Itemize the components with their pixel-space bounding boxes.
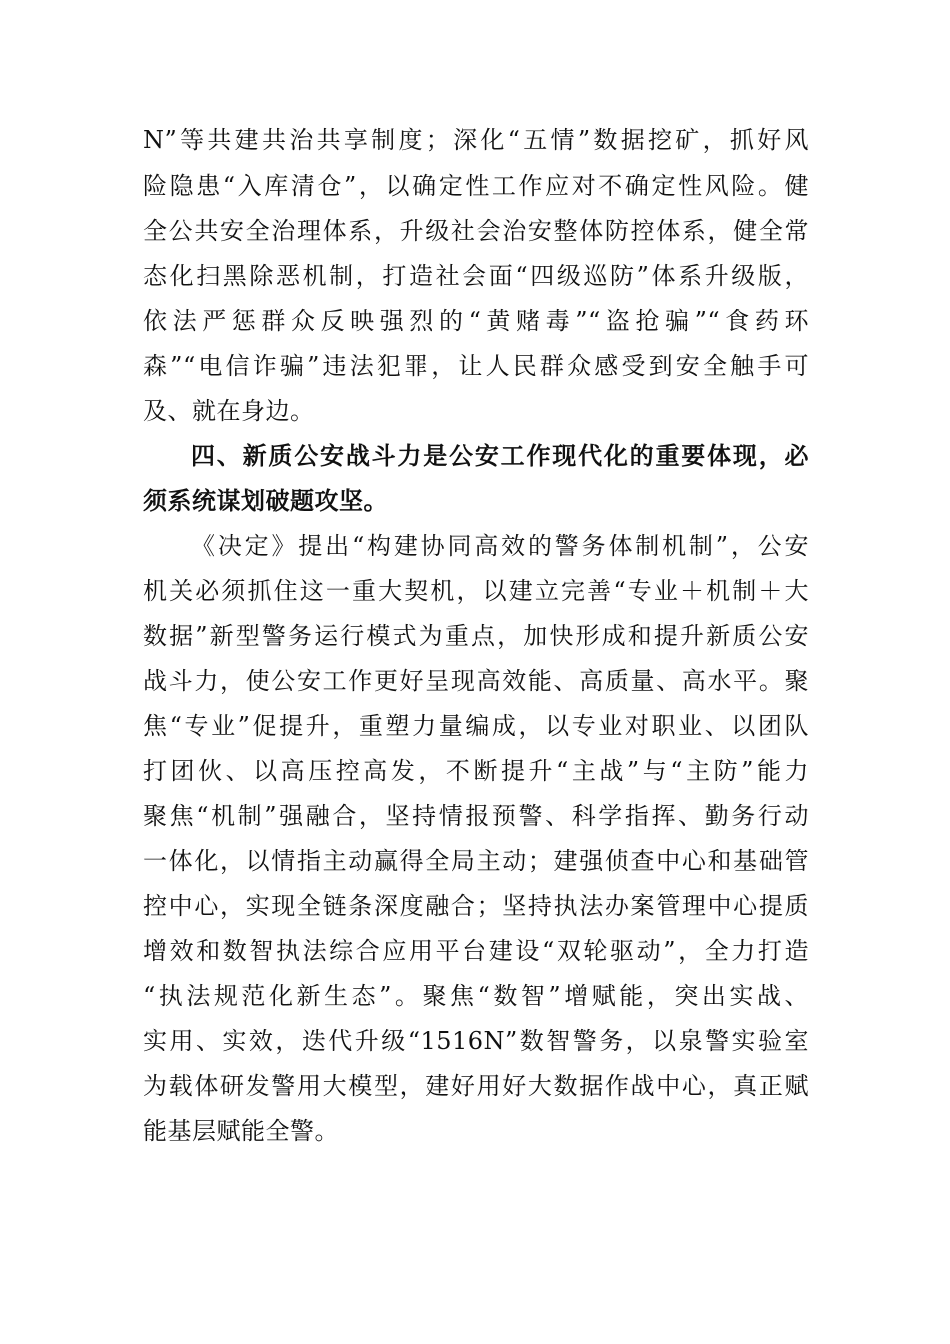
text-line: “执法规范化新生态”。聚焦“数智”增赋能，突出实战、 [143, 982, 809, 1010]
text-line: 机关必须抓住这一重大契机，以建立完善“专业＋机制＋大 [143, 577, 809, 605]
text-line: N”等共建共治共享制度；深化“五情”数据挖矿，抓好风 [143, 126, 809, 154]
text-line: 为载体研发警用大模型，建好用好大数据作战中心，真正赋 [143, 1072, 809, 1100]
section-heading-line: 四、新质公安战斗力是公安工作现代化的重要体现，必 [191, 442, 809, 470]
text-line: 实用、实效，迭代升级“1516N”数智警务，以泉警实验室 [143, 1027, 809, 1055]
text-line: 险隐患“入库清仓”，以确定性工作应对不确定性风险。健 [143, 172, 809, 200]
text-line: 《决定》提出“构建协同高效的警务体制机制”，公安 [191, 532, 809, 560]
text-line: 增效和数智执法综合应用平台建设“双轮驱动”，全力打造 [143, 937, 809, 965]
text-line: 全公共安全治理体系，升级社会治安整体防控体系，健全常 [143, 217, 809, 245]
text-line: 依法严惩群众反映强烈的“黄赌毒”“盗抢骗”“食药环 [143, 307, 809, 335]
text-line: 控中心，实现全链条深度融合；坚持执法办案管理中心提质 [143, 892, 809, 920]
text-line: 数据”新型警务运行模式为重点，加快形成和提升新质公安 [143, 622, 809, 650]
text-line: 态化扫黑除恶机制，打造社会面“四级巡防”体系升级版， [143, 262, 809, 290]
text-line: 打团伙、以高压控高发，不断提升“主战”与“主防”能力 [143, 757, 809, 785]
text-line: 聚焦“机制”强融合，坚持情报预警、科学指挥、勤务行动 [143, 802, 809, 830]
text-line: 一体化，以情指主动赢得全局主动；建强侦查中心和基础管 [143, 847, 809, 875]
text-line: 及、就在身边。 [143, 397, 315, 425]
section-heading-line: 须系统谋划破题攻坚。 [143, 487, 388, 515]
text-line: 战斗力，使公安工作更好呈现高效能、高质量、高水平。聚 [143, 667, 809, 695]
text-line: 能基层赋能全警。 [143, 1117, 339, 1145]
text-line: 焦“专业”促提升，重塑力量编成，以专业对职业、以团队 [143, 712, 809, 740]
text-line: 森”“电信诈骗”违法犯罪，让人民群众感受到安全触手可 [143, 352, 809, 380]
